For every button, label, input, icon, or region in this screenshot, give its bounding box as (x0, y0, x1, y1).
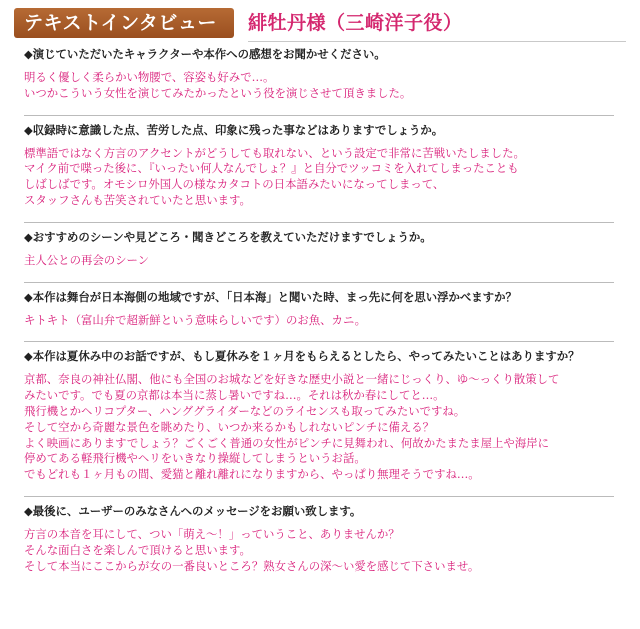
section-divider (24, 496, 614, 497)
answer-line: 主人公との再会のシーン (24, 252, 150, 267)
qa-block (24, 348, 614, 483)
answer-line: スタッフさんも苦笑されていたと思います。 (24, 192, 251, 207)
section-divider (24, 341, 614, 342)
section-badge: テキストインタビュー (14, 8, 234, 38)
answer-line: キトキト（富山弁で超新鮮という意味らしいです）のお魚、カニ。 (24, 312, 367, 327)
question-text: ◆最後に、ユーザーのみなさんへのメッセージをお願い致します。 (24, 503, 362, 518)
answer-line: そして本当にここからが女の一番良いところ？熟女さんの深～い愛を感じて下さいませ。 (24, 558, 480, 573)
answer-text (24, 146, 614, 209)
answer-line: マイク前で喋った後に、『いったい何人なんでしょ？』と自分でツッコミを入れてしまったことも (24, 161, 519, 176)
question-text: ◆本作は夏休み中のお話ですが、もし夏休みを１ヶ月をもらえるとしたら、やってみたいことはありますか？ (24, 349, 580, 364)
answer-line: 標準語ではなく方言のアクセントがどうしても取れない、という設定で非常に苦戦いたしました。 (24, 145, 525, 160)
section-divider (24, 222, 614, 223)
answer-text (24, 372, 614, 483)
section-divider (24, 282, 614, 283)
interview-header (14, 8, 626, 38)
answer-line: そんな面白さを楽しんで頂けると思います。 (24, 542, 251, 557)
answer-text (24, 527, 614, 574)
answer-line: いつかこういう女性を演じてみたかったという役を演じさせて頂きました。 (24, 85, 412, 100)
question-text: ◆演じていただいたキャラクターや本作への感想をお聞かせください。 (24, 47, 386, 61)
answer-line: そして空から奇麗な景色を眺めたり、いつか来るかもしれないピンチに備える？ (24, 419, 435, 434)
answer-line: 飛行機とかヘリコプター、ハンググライダーなどのライセンスも取ってみたいですね。 (24, 403, 466, 418)
character-name: 緋牡丹様（三崎洋子役） (248, 12, 463, 34)
qa-block (24, 122, 614, 209)
answer-line: みたいです。でも夏の京都は本当に蒸し暑いですね…。それは秋か春にしてと…。 (24, 388, 445, 403)
question-text: ◆おすすめのシーンや見どころ・聞きどころを教えていただけますでしょうか。 (24, 229, 432, 244)
answer-line: 停めてある軽飛行機やヘリをいきなり操縦してしまうというお話。 (24, 451, 366, 466)
section-divider (24, 115, 614, 116)
qa-block (24, 46, 614, 102)
header-divider (248, 41, 626, 42)
qa-block (24, 229, 614, 269)
answer-line: 明るく優しく柔らかい物腰で、容姿も好みで…。 (24, 70, 275, 84)
answer-line: しばしばです。オモシロ外国人の様なカタコトの日本語みたいになってしまって、 (24, 177, 445, 192)
answer-line: よく映画にありますでしょう？ごくごく普通の女性がピンチに見舞われ、何故かたまたま屋上や海岸に (24, 435, 549, 450)
answer-line: 京都、奈良の神社仏閣、他にも全国のお城などを好きな歴史小説と一緒にじっくり、ゆ～っくり散策して (24, 372, 560, 387)
question-text: ◆本作は舞台が日本海側の地域ですが、「日本海」と聞いた時、まっ先に何を思い浮かべますか？ (24, 289, 517, 304)
answer-text (24, 313, 614, 329)
question-text: ◆収録時に意識した点、苦労した点、印象に残った事などはありますでしょうか。 (24, 122, 444, 137)
qa-block (24, 289, 614, 329)
qa-block (24, 503, 614, 574)
answer-line: 方言の本音を耳にして、つい「萌え～！」っていうこと、ありませんか？ (24, 526, 400, 541)
interview-content (24, 46, 614, 574)
answer-line: でもどれも１ヶ月もの間、愛猫と離れ離れになりますから、やっぱり無理そうですね…。 (24, 467, 480, 482)
answer-text (24, 70, 614, 102)
answer-text (24, 253, 614, 269)
